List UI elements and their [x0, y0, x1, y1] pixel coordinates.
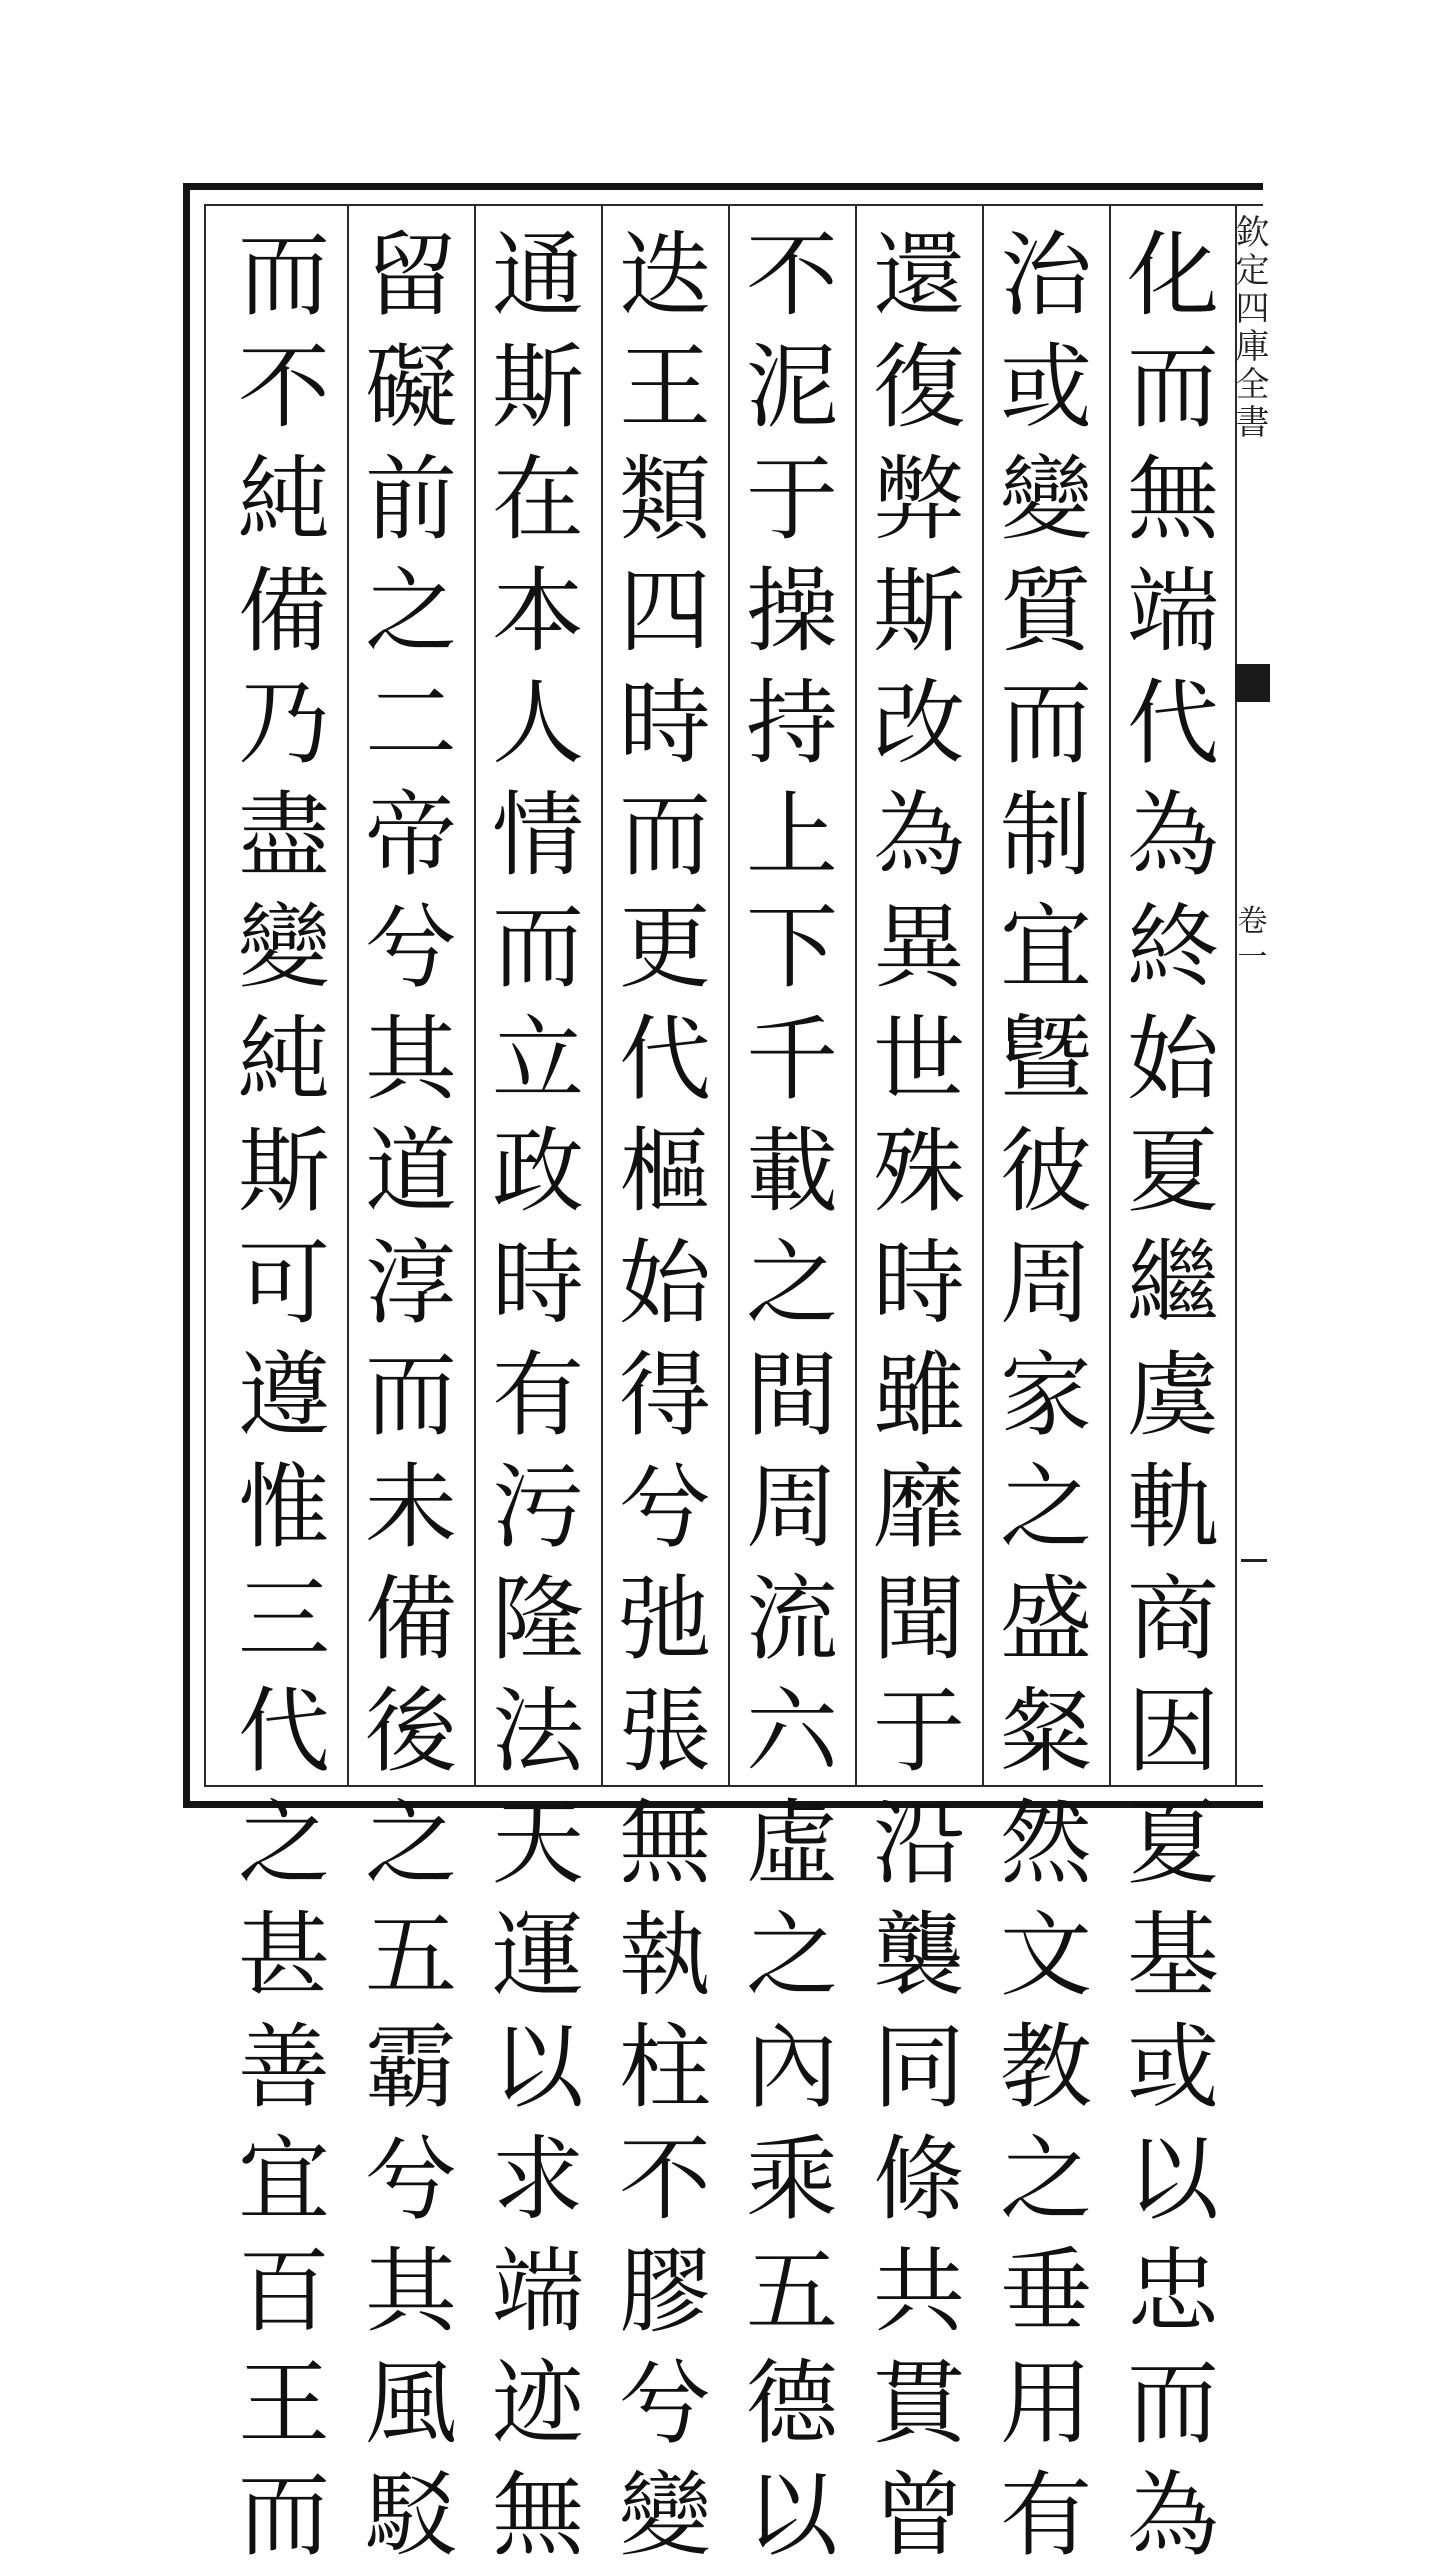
- margin-title: 欽定四庫全書: [1235, 213, 1270, 443]
- column-divider: [474, 204, 476, 1787]
- column-divider: [728, 204, 730, 1787]
- column-divider: [855, 204, 857, 1787]
- text-column-6: 通斯在本人情而立政時有污隆法天運以求端迹無: [491, 222, 584, 2569]
- column-divider: [347, 204, 349, 1787]
- text-column-4: 不泥于操持上下千載之間周流六虛之內乘五德以: [745, 222, 838, 2569]
- column-divider: [982, 204, 984, 1787]
- folio-mark: [1241, 1559, 1267, 1562]
- text-column-3: 還復弊斯改為異世殊時雖靡聞于沿襲同條共貫曾: [872, 222, 965, 2569]
- column-divider: [1109, 204, 1111, 1787]
- text-column-5: 迭王類四時而更代樞始得兮弛張無執柱不膠兮變: [618, 222, 711, 2569]
- center-margin: [1235, 204, 1270, 1787]
- text-column-2: 治或變質而制宜曁彼周家之盛粲然文教之垂用有: [999, 222, 1092, 2569]
- text-column-7: 留礙前之二帝兮其道淳而未備後之五霸兮其風駁: [364, 222, 457, 2569]
- volume-label: 卷一: [1237, 904, 1268, 975]
- column-divider: [601, 204, 603, 1787]
- page-frame: [183, 183, 1270, 2569]
- text-column-8: 而不純備乃盡變純斯可遵惟三代之甚善宜百王而: [237, 222, 330, 2569]
- fishtail-mark: [1235, 664, 1270, 702]
- text-column-1: 化而無端代為終始夏繼虞軌商因夏基或以忠而為: [1126, 222, 1219, 2569]
